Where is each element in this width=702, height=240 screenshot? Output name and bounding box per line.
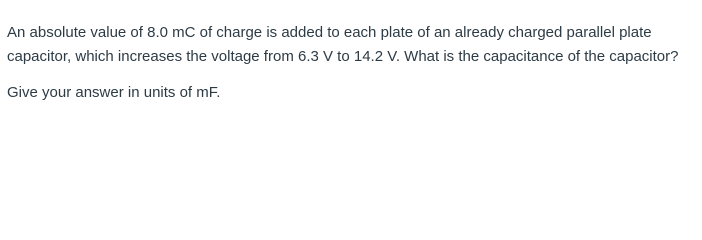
question-block [7,21,697,105]
question-text: An absolute value of 8.0 mC of charge is added to each plate of an already charged parallel plate capacitor, which increases the voltage from 6.3 V to 14.2 V. What is the capacitance of the capacitor? [7,24,679,65]
answer-instruction: Give your answer in units of mF. [7,84,221,101]
